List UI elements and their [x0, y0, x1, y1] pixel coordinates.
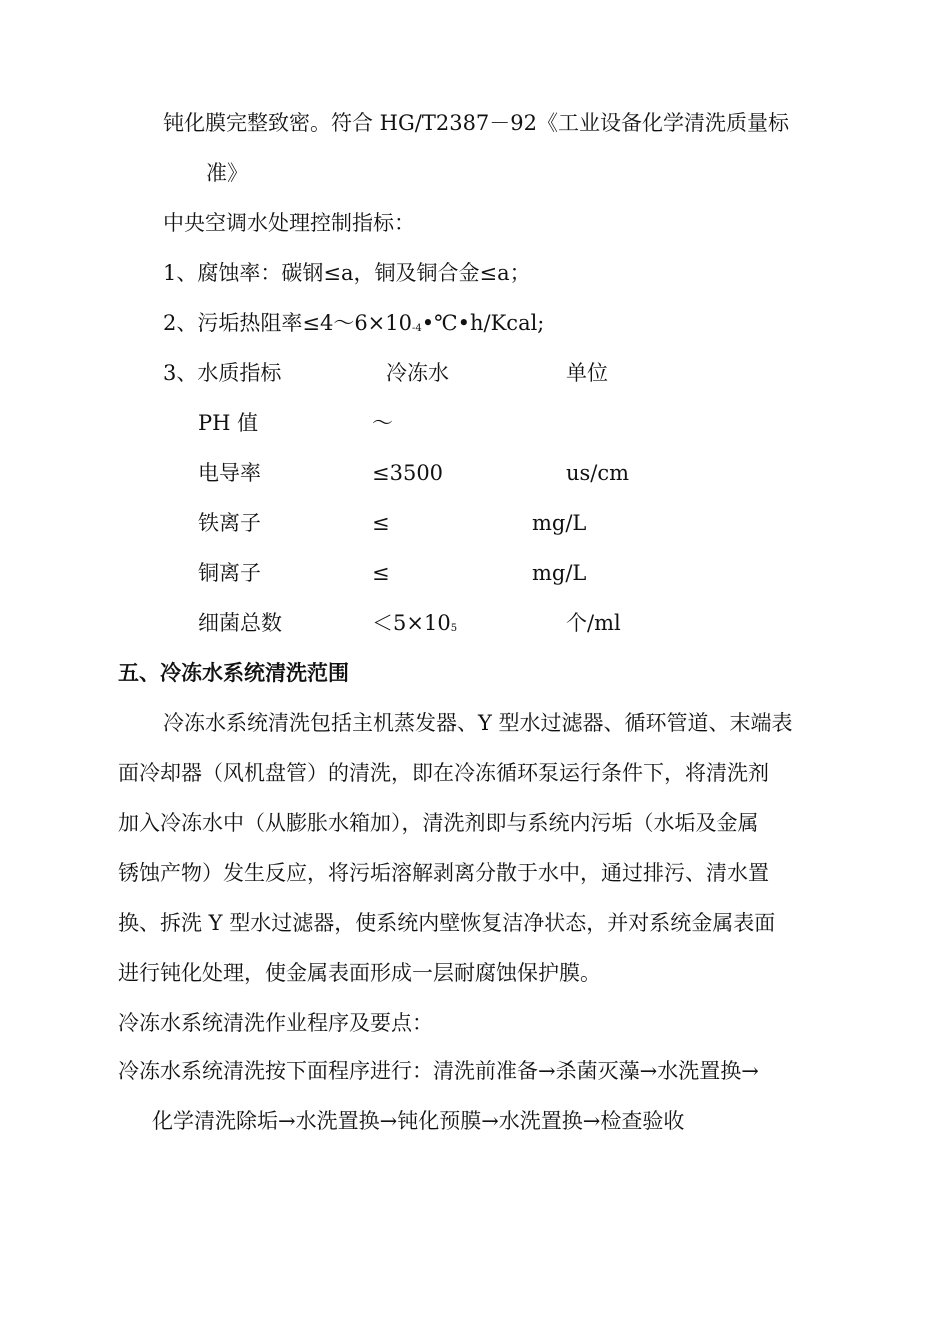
procedure-line-1: 冷冻水系统清洗按下面程序进行：清洗前准备→杀菌灭藻→水洗置换→: [118, 1059, 759, 1083]
table-row-unit: mg/L: [532, 561, 587, 585]
column-header-unit: 单位: [566, 361, 608, 385]
table-row-unit: mg/L: [532, 511, 587, 535]
table-row-value: ≤3500: [372, 461, 444, 485]
section-5-para-line: 锈蚀产物）发生反应，将污垢溶解剥离分散于水中，通过排污、清水置: [118, 861, 769, 885]
table-row-name: 细菌总数: [198, 611, 282, 635]
table-row-unit: 个/ml: [566, 611, 621, 635]
table-row-exponent: 5: [450, 623, 458, 634]
section-5-para-line: 换、拆洗 Y 型水过滤器，使系统内壁恢复洁净状态，并对系统金属表面: [118, 911, 776, 935]
table-row: [0, 558, 950, 588]
indicator-item-3-label: 3、水质指标: [163, 361, 282, 385]
indicators-heading: 中央空调水处理控制指标：: [163, 211, 415, 235]
intro-line-1: 钝化膜完整致密。符合 HG/T2387－92《工业设备化学清洗质量标: [163, 111, 790, 135]
table-row-value-wrap: [372, 608, 457, 644]
table-row-name: PH 值: [198, 411, 259, 435]
section-5-para-line: 面冷却器（风机盘管）的清洗，即在冷冻循环泵运行条件下，将清洗剂: [118, 761, 769, 785]
indicator-item-2-exponent: -4: [412, 323, 422, 334]
table-row: [0, 458, 950, 488]
table-row-name: 铜离子: [198, 561, 261, 585]
table-row-name: 电导率: [198, 461, 261, 485]
indicator-item-2-text: 2、污垢热阻率≤4～6×10: [163, 311, 412, 335]
procedure-line-2: 化学清洗除垢→水洗置换→钝化预膜→水洗置换→检查验收: [152, 1109, 685, 1133]
column-header-water: 冷冻水: [386, 361, 449, 385]
procedure-heading: 冷冻水系统清洗作业程序及要点：: [118, 1011, 433, 1035]
section-5-para-line: 进行钝化处理，使金属表面形成一层耐腐蚀保护膜。: [118, 961, 601, 985]
table-row-value: ≤: [372, 511, 390, 535]
indicator-item-3: [0, 358, 950, 388]
table-row-value: ～: [372, 411, 393, 435]
indicator-item-2-unit: •℃•h/Kcal;: [421, 311, 545, 335]
indicator-item-2: [163, 308, 544, 344]
section-5-para-line: 加入冷冻水中（从膨胀水箱加），清洗剂即与系统内污垢（水垢及金属: [118, 811, 759, 835]
section-5-para-line: 冷冻水系统清洗包括主机蒸发器、Y 型水过滤器、循环管道、末端表: [163, 711, 793, 735]
table-row: [0, 508, 950, 538]
table-row: [0, 608, 950, 638]
section-5-title: 五、冷冻水系统清洗范围: [118, 660, 349, 685]
table-row-name: 铁离子: [198, 511, 261, 535]
intro-line-2: 准》: [206, 161, 248, 185]
indicator-item-1: 1、腐蚀率：碳钢≤a，铜及铜合金≤a；: [163, 261, 531, 285]
table-row-value: ＜5×10: [372, 611, 451, 635]
table-row-value: ≤: [372, 561, 390, 585]
table-row-unit: us/cm: [566, 461, 630, 485]
table-row: [0, 408, 950, 438]
